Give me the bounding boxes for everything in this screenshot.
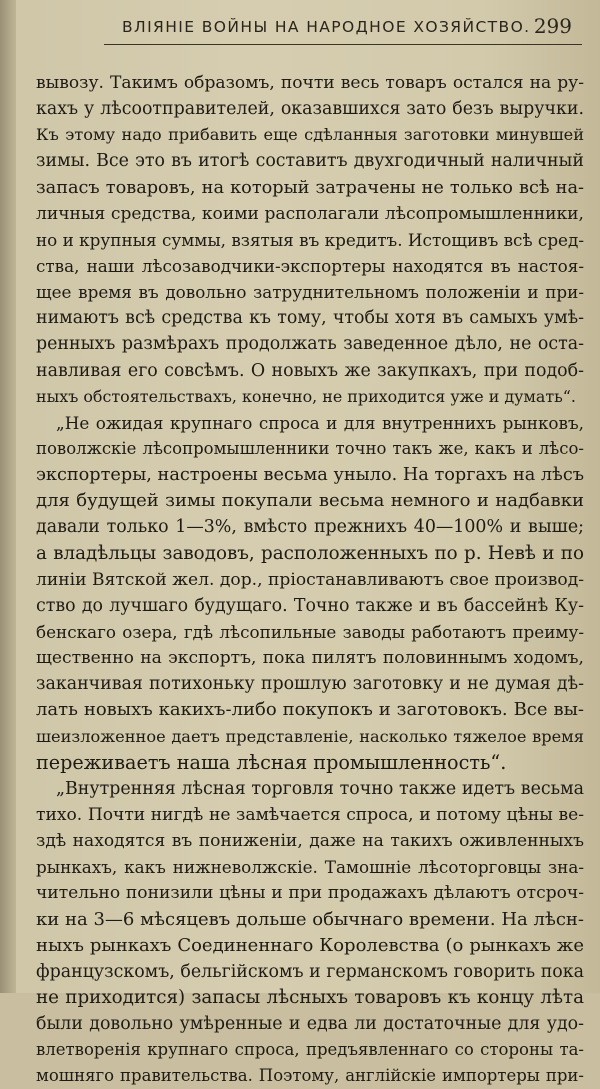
text-line: рынкахъ, какъ нижневолжскiе. Тамошнiе лѣсоторговцы зна-	[36, 857, 584, 878]
text-line: ренныхъ размѣрахъ продолжать заведенное дѣло, не оста-	[36, 334, 584, 355]
running-title: ВЛIЯНIЕ ВОЙНЫ НА НАРОДНОЕ ХОЗЯЙСТВО.	[122, 18, 531, 36]
text-line: Къ этому надо прибавить еще сдѣланныя заготовки минувшей	[36, 125, 584, 145]
text-line: зимы. Все это въ итогѣ составитъ двухгодичный наличный	[36, 151, 584, 172]
text-line: запасъ товаровъ, на который затрачены не только всѣ на-	[36, 177, 584, 198]
text-line: ки на 3—6 мѣсяцевъ дольше обычнаго времени. На лѣсн-	[36, 908, 584, 930]
text-line: нимаютъ всѣ средства къ тому, чтобы хотя въ самыхъ умѣ-	[36, 308, 584, 329]
text-line: щественно на экспортъ, пока пилятъ половиннымъ ходомъ,	[36, 648, 584, 669]
text-line: линiи Вятской жел. дор., прiостанавливаютъ свое производ-	[36, 569, 584, 590]
text-line: а владѣльцы заводовъ, расположенныхъ по р. Невѣ и по	[36, 542, 584, 564]
body-text	[36, 70, 584, 1089]
text-line: французскомъ, бельгiйскомъ и германскомъ говорить пока	[36, 961, 584, 982]
text-line: ство до лучшаго будущаго. Точно также и въ бассейнѣ Ку-	[36, 595, 584, 616]
text-line: вывозу. Такимъ образомъ, почти весь товаръ остался на ру-	[36, 73, 584, 93]
text-line: „Не ожидая крупнаго спроса и для внутреннихъ рынковъ,	[56, 412, 584, 433]
page-number: 299	[533, 14, 572, 38]
text-line: мошняго правительства. Поэтому, англiйскiе импортеры при-	[36, 1066, 584, 1086]
text-line: кахъ у лѣсоотправителей, оказавшихся зато безъ выручки.	[36, 99, 584, 120]
text-line: лать новыхъ какихъ-либо покупокъ и заготовокъ. Все вы-	[36, 699, 584, 721]
text-line: переживаетъ наша лѣсная промышленность“.	[36, 750, 507, 774]
text-line: личныя средства, коими располагали лѣсопромышленники,	[36, 203, 584, 224]
page-header	[104, 14, 582, 44]
text-line: „Внутренняя лѣсная торговля точно также идетъ весьма	[56, 778, 584, 799]
text-line: поволжскiе лѣсопромышленники точно такъ же, какъ и лѣсо-	[36, 438, 584, 458]
text-line: не приходится) запасы лѣсныхъ товаровъ къ концу лѣта	[36, 986, 584, 1008]
text-line: чительно понизили цѣны и при продажахъ дѣлаютъ отсроч-	[36, 883, 584, 904]
text-line: влетворенiя крупнаго спроса, предъявленнаго со стороны та-	[36, 1040, 584, 1060]
text-line: бенскаго озера, гдѣ лѣсопильные заводы работаютъ преиму-	[36, 621, 584, 642]
text-line: тихо. Почти нигдѣ не замѣчается спроса, и потому цѣны ве-	[36, 804, 584, 825]
text-line: щее время въ довольно затруднительномъ положенiи и при-	[36, 282, 584, 303]
header-rule	[104, 44, 582, 45]
text-line: давали только 1—3%, вмѣсто прежнихъ 40—100% и выше;	[36, 517, 584, 538]
text-line: шеизложенное даетъ представленiе, насколько тяжелое время	[36, 726, 584, 746]
text-line: были довольно умѣренные и едва ли достаточные для удо-	[36, 1014, 584, 1035]
text-line: для будущей зимы покупали весьма немного и надбавки	[36, 490, 584, 512]
text-line: навливая его совсѣмъ. О новыхъ же закупкахъ, при подоб-	[36, 360, 584, 381]
text-line: экспортеры, настроены весьма уныло. На торгахъ на лѣсъ	[36, 465, 584, 486]
text-line: ныхъ обстоятельствахъ, конечно, не приходится уже и думать“.	[36, 386, 576, 406]
text-line: ныхъ рынкахъ Соединеннаго Королевства (о рынкахъ же	[36, 934, 584, 956]
text-line: здѣ находятся въ пониженiи, даже на такихъ оживленныхъ	[36, 831, 584, 852]
text-line: но и крупныя суммы, взятыя въ кредитъ. Истощивъ всѣ сред-	[36, 229, 584, 250]
text-line: ства, наши лѣсозаводчики-экспортеры находятся въ настоя-	[36, 255, 584, 276]
text-line: заканчивая потихоньку прошлую заготовку и не думая дѣ-	[36, 674, 584, 695]
